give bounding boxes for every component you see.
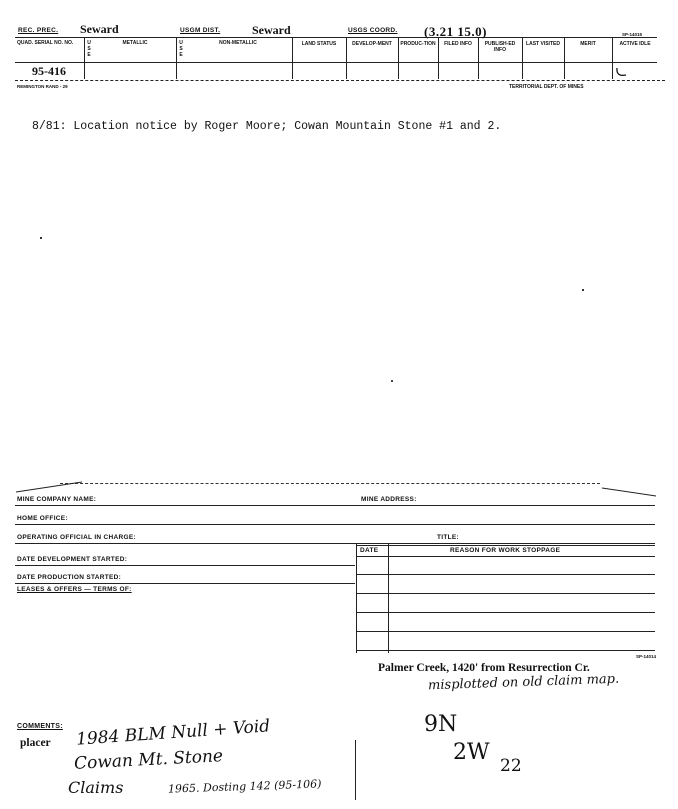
mine-address-label: MINE ADDRESS: [361, 496, 417, 503]
reason-label: REASON FOR WORK STOPPAGE [450, 547, 561, 554]
grid-2w: 2W [453, 740, 490, 765]
serial-value: 95-416 [32, 64, 66, 78]
col-quad-serial: QUAD. SERIAL NO. NO. [17, 40, 74, 46]
divider [356, 631, 655, 632]
divider [15, 543, 655, 544]
divider [84, 37, 85, 79]
speck [40, 237, 42, 239]
divider [15, 505, 655, 506]
bottom-form-number: SP-14014 [636, 654, 657, 659]
divider [438, 37, 439, 79]
divider [355, 740, 356, 800]
operating-official-label: OPERATING OFFICIAL IN CHARGE: [17, 534, 136, 541]
divider [176, 37, 177, 79]
comments-handwritten-2: Cowan Mt. Stone [73, 746, 224, 774]
col-use: U S E [87, 40, 91, 58]
divider [15, 37, 657, 38]
divider [356, 593, 655, 594]
usgm-dist-value: Seward [252, 23, 291, 37]
top-edge-stroke [14, 478, 84, 494]
divider [356, 543, 357, 653]
checkmark-icon [614, 64, 630, 80]
location-typed: Palmer Creek, 1420' from Resurrection Cr. [378, 662, 590, 674]
col-merit: MERIT [580, 41, 596, 47]
comments-handwritten-3: Claims [68, 778, 124, 797]
top-form-number: SP-14015 [622, 32, 643, 37]
col-development: DEVELOP-MENT [352, 41, 392, 47]
col-metallic: METALLIC [122, 40, 148, 46]
divider [15, 62, 657, 63]
top-footer-right: TERRITORIAL DEPT. OF MINES [509, 84, 584, 90]
divider [356, 574, 655, 575]
comments-handwritten-4: 1965. Dosting 142 (95-106) [167, 777, 322, 796]
divider [398, 37, 399, 79]
mine-company-name-label: MINE COMPANY NAME: [17, 496, 97, 503]
divider [292, 37, 293, 79]
col-published-info: PUBLISH-ED INFO [484, 41, 516, 53]
top-edge-stroke [600, 484, 660, 500]
col-use-2: U S E [179, 40, 183, 58]
divider [15, 583, 355, 584]
divider [346, 37, 347, 79]
usgs-coord-label: USGS COORD. [348, 27, 398, 34]
location-handwritten: misplotted on old claim map. [427, 671, 620, 694]
divider [356, 612, 655, 613]
title-label: TITLE: [437, 534, 460, 541]
grid-22: 22 [500, 756, 522, 776]
divider [612, 37, 613, 79]
divider [564, 37, 565, 79]
rec-prec-value: Seward [80, 22, 119, 36]
date-production-started-label: DATE PRODUCTION STARTED: [17, 574, 122, 581]
divider [478, 37, 479, 79]
divider [15, 80, 665, 81]
divider [356, 650, 655, 651]
divider [356, 556, 655, 557]
home-office-label: HOME OFFICE: [17, 515, 68, 522]
col-filed-info: FILED INFO [444, 41, 472, 47]
divider [356, 545, 655, 546]
comments-label: COMMENTS: [17, 723, 63, 730]
usgm-dist-label: USGM DIST. [180, 27, 221, 34]
date-development-started-label: DATE DEVELOPMENT STARTED: [17, 556, 128, 563]
top-footer-left: REMINGTON RAND - 29 [17, 84, 68, 89]
grid-9n: 9N [424, 712, 458, 737]
location-notice-note: 8/81: Location notice by Roger Moore; Cowan Mountain Stone #1 and 2. [32, 120, 502, 133]
speck [582, 289, 584, 291]
speck [391, 380, 393, 382]
col-non-metallic: NON-METALLIC [219, 40, 257, 46]
divider [522, 37, 523, 79]
divider [15, 565, 355, 566]
col-last-visited: LAST VISITED [526, 41, 560, 47]
leases-offers-label: LEASES & OFFERS — TERMS OF: [17, 586, 132, 593]
comments-handwritten-1: 1984 BLM Null + Void [75, 716, 271, 750]
col-production: PRODUC-TION [400, 41, 436, 47]
divider [60, 483, 600, 484]
date-label: DATE [360, 547, 379, 554]
divider [15, 524, 655, 525]
divider [388, 543, 389, 653]
usgs-coord-value: (3.21 15.0) [424, 24, 487, 39]
rec-prec-label: REC. PREC. [18, 27, 59, 34]
comments-typed: placer [20, 737, 51, 749]
col-active-idle: ACTIVE IDLE [619, 41, 651, 47]
col-land-status: LAND STATUS [301, 41, 337, 47]
